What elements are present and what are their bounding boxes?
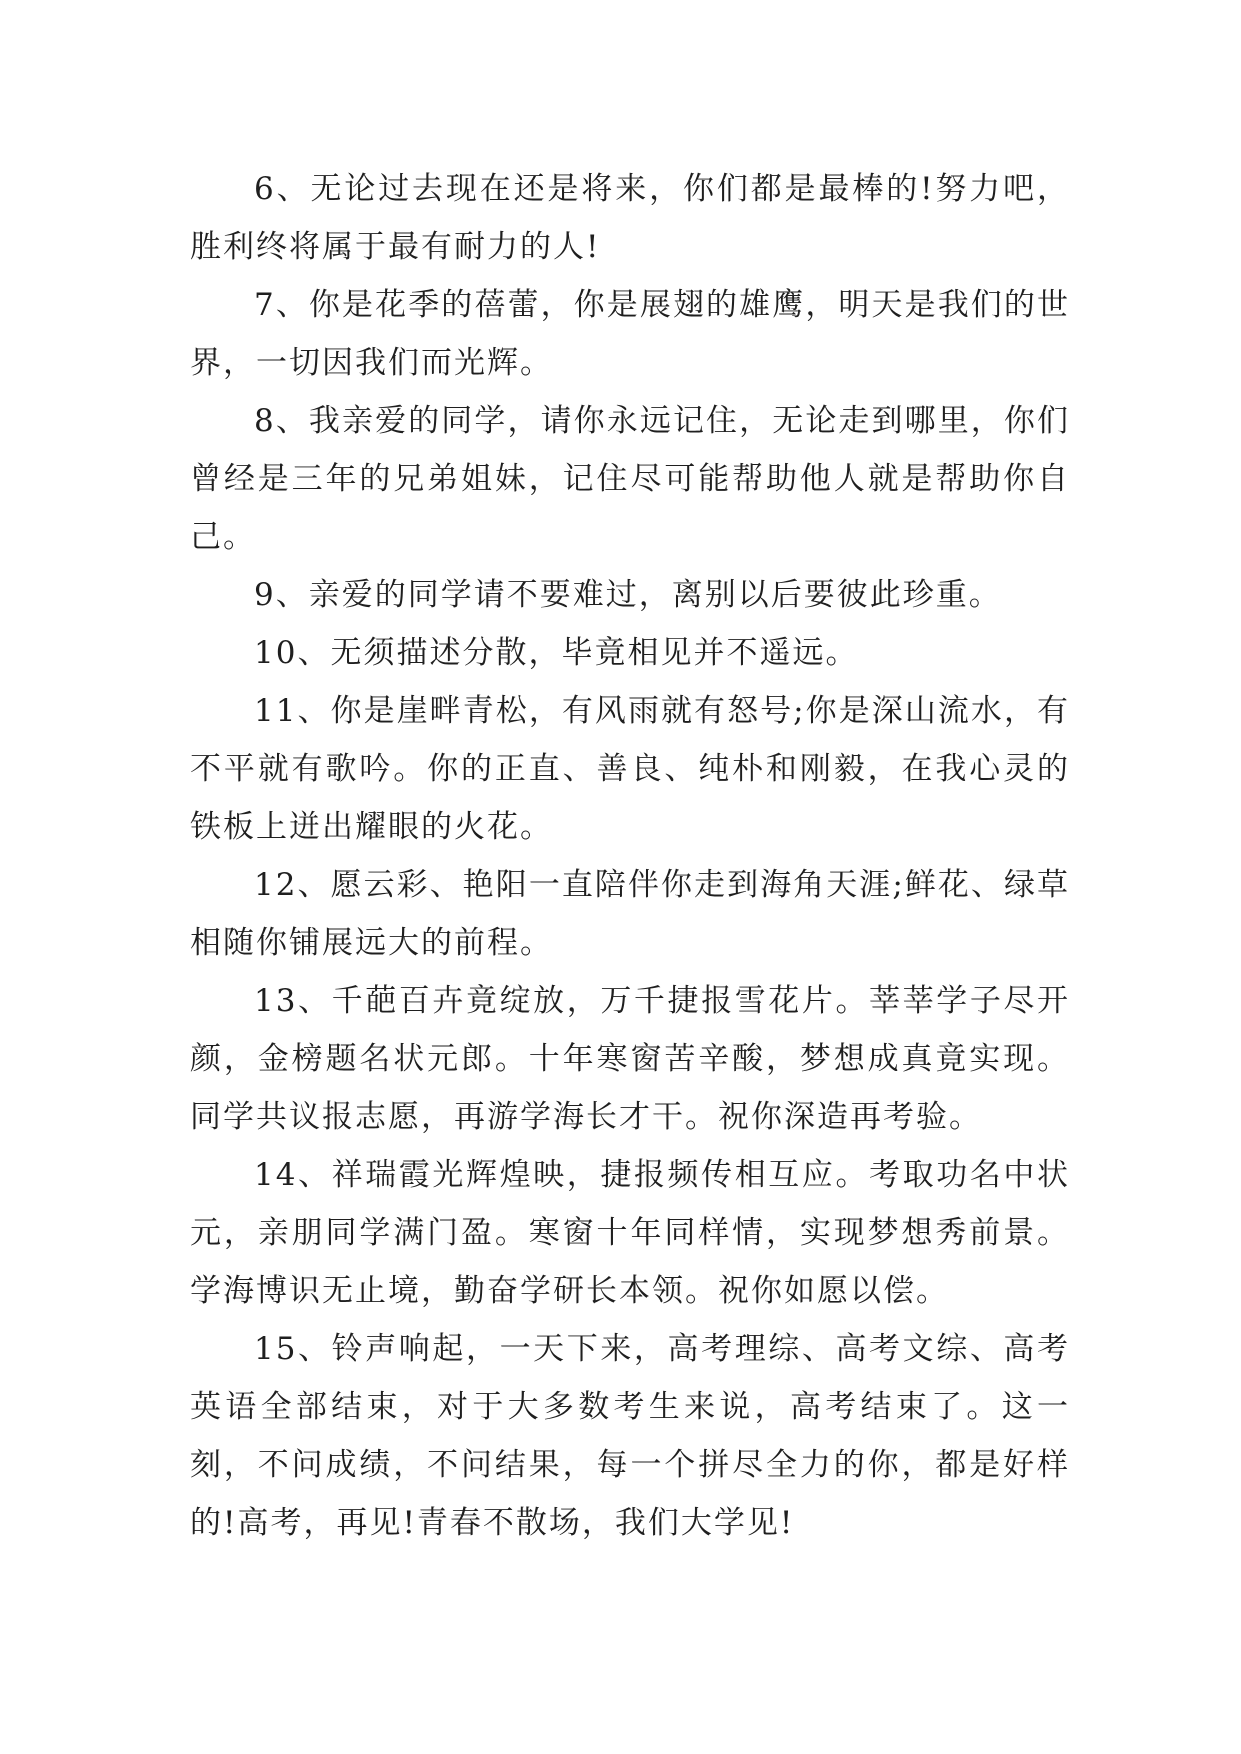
paragraph-11: 11、你是崖畔青松，有风雨就有怒号;你是深山流水，有不平就有歌吟。你的正直、善良、纯朴和刚毅，在我心灵的铁板上迸出耀眼的火花。: [190, 693, 1070, 845]
document-body: [190, 160, 1070, 1552]
paragraph-9: 9、亲爱的同学请不要难过，离别以后要彼此珍重。: [254, 577, 1002, 613]
paragraph-6: 6、无论过去现在还是将来，你们都是最棒的!努力吧，胜利终将属于最有耐力的人!: [190, 171, 1070, 265]
paragraph-14: 14、祥瑞霞光辉煌映，捷报频传相互应。考取功名中状元，亲朋同学满门盈。寒窗十年同样情，实现梦想秀前景。学海博识无止境，勤奋学研长本领。祝你如愿以偿。: [190, 1157, 1070, 1309]
paragraph-7: 7、你是花季的蓓蕾，你是展翅的雄鹰，明天是我们的世界，一切因我们而光辉。: [190, 287, 1070, 381]
paragraph-13: 13、千葩百卉竟绽放，万千捷报雪花片。莘莘学子尽开颜，金榜题名状元郎。十年寒窗苦辛酸，梦想成真竟实现。同学共议报志愿，再游学海长才干。祝你深造再考验。: [190, 983, 1070, 1135]
paragraph-12: 12、愿云彩、艳阳一直陪伴你走到海角天涯;鲜花、绿草相随你铺展远大的前程。: [190, 867, 1070, 961]
paragraph-8: 8、我亲爱的同学，请你永远记住，无论走到哪里，你们曾经是三年的兄弟姐妹，记住尽可能帮助他人就是帮助你自己。: [190, 403, 1070, 555]
paragraph-15: 15、铃声响起，一天下来，高考理综、高考文综、高考英语全部结束，对于大多数考生来说，高考结束了。这一刻，不问成绩，不问结果，每一个拼尽全力的你，都是好样的!高考，再见!青春不散场，我们大学见!: [190, 1331, 1070, 1541]
paragraph-10: 10、无须描述分散，毕竟相见并不遥远。: [254, 635, 859, 671]
